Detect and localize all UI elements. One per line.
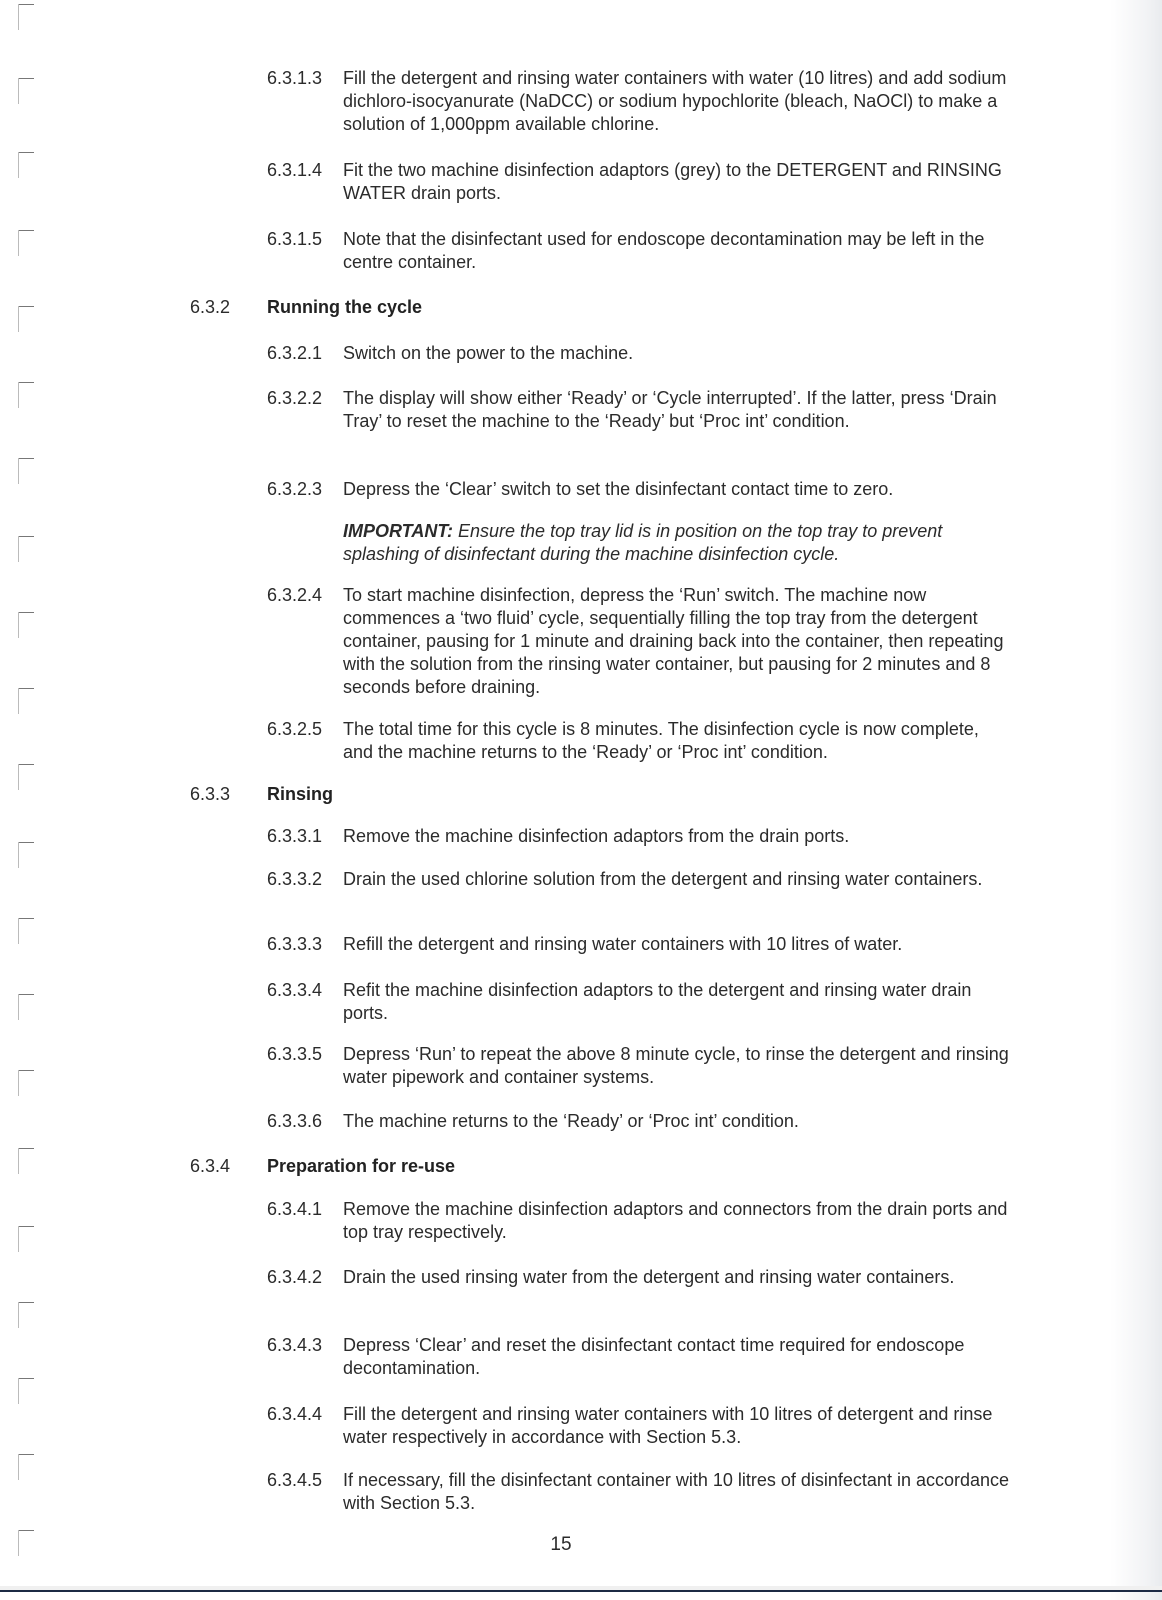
item-number: 6.3.1.5	[267, 229, 323, 249]
section-title: Running the cycle	[267, 297, 423, 317]
item-number: 6.3.3.4	[267, 980, 323, 1000]
item-number: 6.3.3.2	[267, 869, 323, 889]
page-bottom-rule	[0, 1590, 1162, 1592]
binding-mark	[16, 918, 34, 944]
item-text: Drain the used chlorine solution from the detergent and rinsing water containers.	[343, 869, 983, 889]
section-title: Preparation for re-use	[267, 1156, 456, 1176]
section-number: 6.3.3	[190, 784, 231, 804]
item-number: 6.3.1.4	[267, 160, 323, 180]
binding-mark	[16, 78, 34, 104]
item-number: 6.3.2.1	[267, 343, 323, 363]
binding-mark	[16, 306, 34, 332]
item-text: If necessary, fill the disinfectant container with 10 litres of disinfectant in accordance with Section 5.3.	[343, 1470, 1010, 1513]
item-number: 6.3.3.3	[267, 934, 323, 954]
page-edge-shadow	[1110, 0, 1162, 1600]
important-label: IMPORTANT:	[343, 521, 453, 541]
item-text: Fill the detergent and rinsing water containers with water (10 litres) and add sodium dichloro-isocyanurate (NaDCC) or sodium hypochlorite (bleach, NaOCl) to make a solution of 1,000ppm available chlorine.	[343, 68, 1007, 134]
item-text: Depress ‘Run’ to repeat the above 8 minute cycle, to rinse the detergent and rinsing water pipework and container systems.	[343, 1044, 1009, 1087]
page-number: 15	[550, 1534, 572, 1555]
item-number: 6.3.2.3	[267, 479, 323, 499]
binding-mark	[16, 1378, 34, 1404]
item-number: 6.3.4.3	[267, 1335, 323, 1355]
item-text: Depress ‘Clear’ and reset the disinfectant contact time required for endoscope decontamination.	[343, 1335, 965, 1378]
binding-mark	[16, 382, 34, 408]
binding-mark	[16, 688, 34, 714]
binding-mark	[16, 230, 34, 256]
binding-mark	[16, 994, 34, 1020]
section-number: 6.3.4	[190, 1156, 231, 1176]
item-text: Refit the machine disinfection adaptors to the detergent and rinsing water drain ports.	[343, 980, 972, 1023]
item-text: Drain the used rinsing water from the detergent and rinsing water containers.	[343, 1267, 955, 1287]
binding-mark	[16, 764, 34, 790]
binding-mark	[16, 536, 34, 562]
item-number: 6.3.2.5	[267, 719, 323, 739]
item-text: Remove the machine disinfection adaptors and connectors from the drain ports and top tray respectively.	[343, 1199, 1008, 1242]
item-text: Switch on the power to the machine.	[343, 343, 634, 363]
item-text: Remove the machine disinfection adaptors from the drain ports.	[343, 826, 850, 846]
binding-mark	[16, 152, 34, 178]
item-number: 6.3.3.5	[267, 1044, 323, 1064]
binding-mark	[16, 458, 34, 484]
important-text: Ensure the top tray lid is in position on the top tray to prevent splashing of disinfectant during the machine disinfection cycle.	[343, 521, 943, 564]
section-number: 6.3.2	[190, 297, 231, 317]
item-text: Depress the ‘Clear’ switch to set the disinfectant contact time to zero.	[343, 479, 894, 499]
item-number: 6.3.4.4	[267, 1404, 323, 1424]
item-text: To start machine disinfection, depress the ‘Run’ switch. The machine now commences a ‘two fluid’ cycle, sequentially filling the top tray from the detergent container, pausing for 1 minute and draining back into the container, then repeating with the solution from the rinsing water container, but pausing for 2 minutes and 8 seconds before draining.	[343, 585, 1004, 697]
binding-mark	[16, 1302, 34, 1328]
item-number: 6.3.2.2	[267, 388, 323, 408]
item-text: The total time for this cycle is 8 minutes. The disinfection cycle is now complete, and the machine returns to the ‘Ready’ or ‘Proc int’ condition.	[343, 719, 979, 762]
binding-mark	[16, 842, 34, 868]
item-number: 6.3.2.4	[267, 585, 323, 605]
item-number: 6.3.4.1	[267, 1199, 323, 1219]
item-number: 6.3.4.5	[267, 1470, 323, 1490]
item-number: 6.3.3.6	[267, 1111, 323, 1131]
item-text: Refill the detergent and rinsing water containers with 10 litres of water.	[343, 934, 903, 954]
binding-mark	[16, 1454, 34, 1480]
item-number: 6.3.1.3	[267, 68, 323, 88]
binding-mark	[16, 612, 34, 638]
item-text: The display will show either ‘Ready’ or ‘Cycle interrupted’. If the latter, press ‘Drain Tray’ to reset the machine to the ‘Ready’ but ‘Proc int’ condition.	[343, 388, 997, 431]
item-text: Fill the detergent and rinsing water containers with 10 litres of detergent and rinse water respectively in accordance with Section 5.3.	[343, 1404, 993, 1447]
item-text: Fit the two machine disinfection adaptors (grey) to the DETERGENT and RINSING WATER drain ports.	[343, 160, 1002, 203]
binding-mark	[16, 1148, 34, 1174]
binding-mark	[16, 1226, 34, 1252]
binding-mark	[16, 1070, 34, 1096]
section-title: Rinsing	[267, 784, 333, 804]
important-note	[343, 520, 1013, 566]
item-number: 6.3.4.2	[267, 1267, 323, 1287]
binding-mark	[16, 4, 34, 30]
item-text: Note that the disinfectant used for endoscope decontamination may be left in the centre container.	[343, 229, 985, 272]
binding-holes	[0, 0, 40, 1560]
item-text: The machine returns to the ‘Ready’ or ‘Proc int’ condition.	[343, 1111, 799, 1131]
item-number: 6.3.3.1	[267, 826, 323, 846]
